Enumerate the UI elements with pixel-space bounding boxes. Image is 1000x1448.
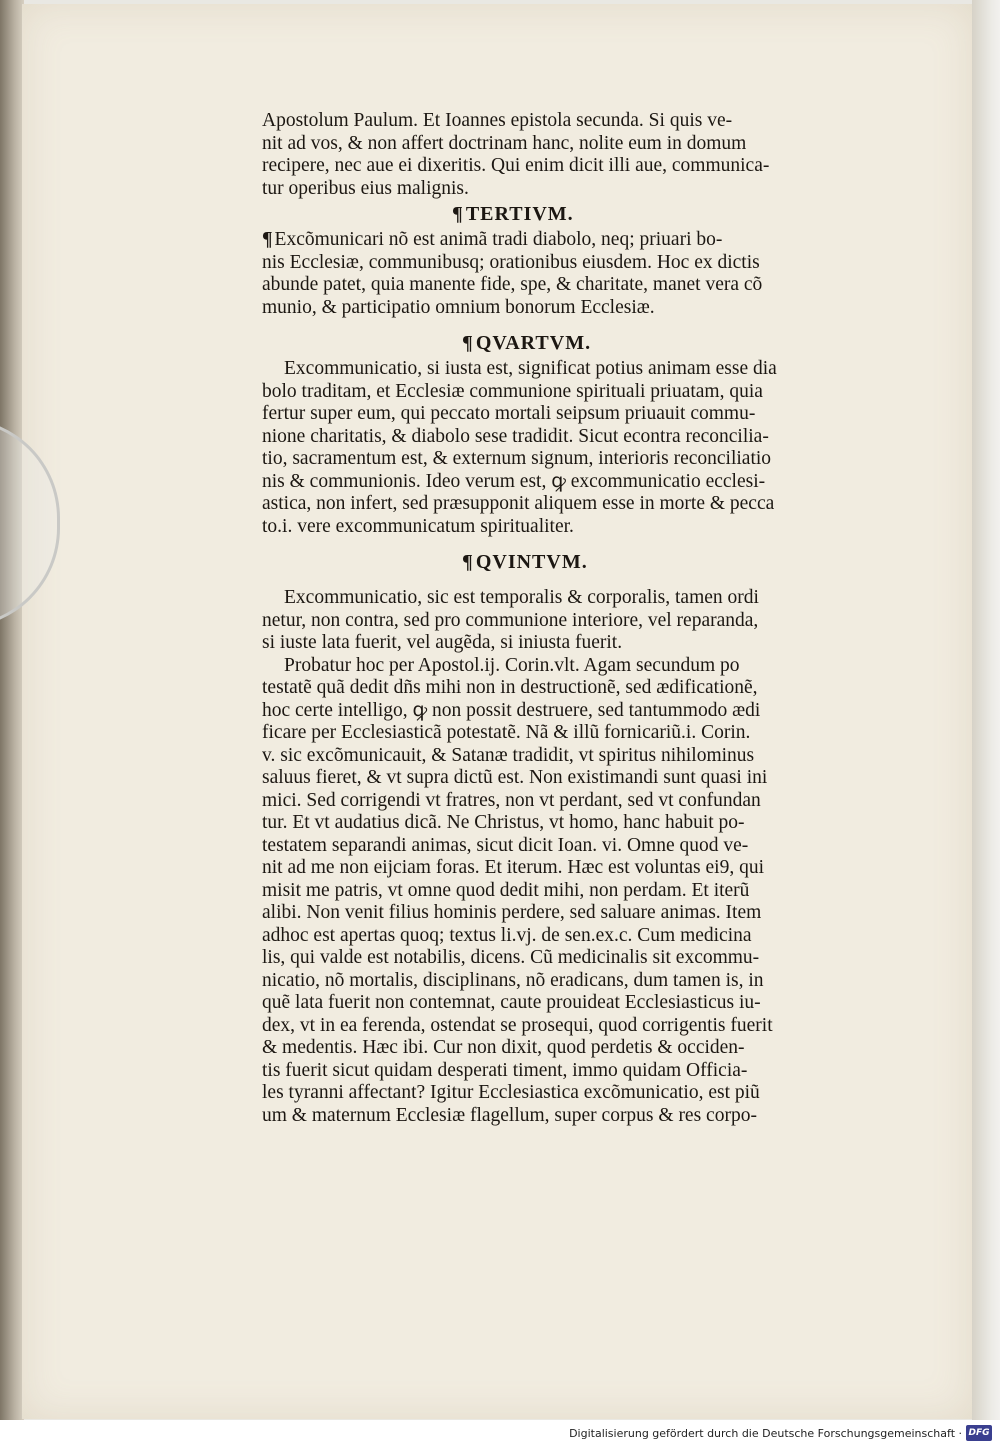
- text-line: abunde patet, quia manente fide, spe, & charitate, manet vera cõ: [262, 274, 763, 295]
- text-line: nis & communionis. Ideo verum est, ꝙ excommunicatio ecclesi-: [262, 470, 766, 492]
- text-line: les tyranni affectant? Igitur Ecclesiastica excõmunicatio, est piũ: [262, 1082, 760, 1103]
- paragraph-4: [262, 587, 858, 1127]
- text-line: adhoc est apertas quoq; textus li.vj. de sen.ex.c. Cum medicina: [262, 924, 752, 946]
- text-line: hoc certe intelligo, ꝙ non possit destruere, sed tantummodo ædi: [262, 699, 761, 721]
- text-line: misit me patris, vt omne quod dedit mihi, non perdam. Et iterũ: [262, 879, 750, 901]
- text-line: tur. Et vt audatius dicã. Ne Christus, vt homo, hanc habuit po-: [262, 812, 745, 833]
- page-text: [262, 110, 858, 1127]
- text-line: ¶ Excõmunicari nõ est animã tradi diabolo, neq; priuari bo-: [262, 229, 723, 250]
- pilcrow-icon: ¶: [452, 203, 464, 225]
- text-line: tis fuerit sicut quidam desperati timent, immo quidam Officia-: [262, 1059, 748, 1081]
- text-line: saluus fieret, & vt supra dictũ est. Non existimandi sunt quasi ini: [262, 767, 768, 788]
- pilcrow-icon: ¶: [462, 332, 474, 354]
- text-line: alibi. Non venit filius hominis perdere, sed saluare animas. Item: [262, 902, 762, 923]
- text-line: recipere, nec aue ei dixeritis. Qui enim dicit illi aue, communica-: [262, 155, 770, 176]
- dfg-logo-icon: DFG: [966, 1425, 992, 1441]
- text-line: quẽ lata fuerit non contemnat, caute prouideat Ecclesiasticus iu-: [262, 992, 761, 1013]
- text-line: si iuste lata fuerit, vel augẽda, si iniusta fuerit.: [262, 632, 623, 653]
- text-line: & medentis. Hæc ibi. Cur non dixit, quod perdetis & occiden-: [262, 1037, 745, 1058]
- text-line: munio, & participatio omnium bonorum Ecclesiæ.: [262, 296, 655, 318]
- paragraph-1: [262, 110, 858, 200]
- text-line: netur, non contra, sed pro communione interiore, vel reparanda,: [262, 609, 759, 631]
- text-line: v. sic excõmunicauit, & Satanæ tradidit, vt spiritus nihilominus: [262, 744, 755, 766]
- text-line: testatẽ quã dedit dñs mihi non in destructionẽ, sed ædificationẽ,: [262, 677, 758, 698]
- text-line: Excommunicatio, sic est temporalis & corporalis, tamen ordi: [284, 587, 759, 608]
- text-line: astica, non infert, sed præsupponit aliquem esse in morte & pecca: [262, 493, 775, 514]
- funding-credit: Digitalisierung gefördert durch die Deutsche Forschungsgemeinschaft ·: [569, 1427, 962, 1440]
- text-line: nione charitatis, & diabolo sese tradidit. Sicut econtra reconcilia-: [262, 425, 769, 447]
- text-line: nit ad me non eijciam foras. Et iterum. Hæc est voluntas ei9, qui: [262, 857, 765, 878]
- text-line: dex, vt in ea ferenda, ostendat se prosequi, quod corrigentis fuerit: [262, 1014, 773, 1036]
- heading-tertium: ¶ TERTIVM.: [452, 203, 574, 225]
- paragraph-3: [262, 358, 858, 538]
- text-line: mici. Sed corrigendi vt fratres, non vt perdant, sed vt confundan: [262, 789, 761, 811]
- heading-quintum: ¶ QVINTVM.: [462, 551, 588, 573]
- text-line: to.i. vere excommunicatum spiritualiter.: [262, 515, 574, 537]
- text-line: lis, qui valde est notabilis, dicens. Cũ medicinalis sit excommu-: [262, 947, 760, 968]
- text-line: um & maternum Ecclesiæ flagellum, super corpus & res corpo-: [262, 1104, 757, 1126]
- heading-quartum: ¶ QVARTVM.: [462, 332, 592, 354]
- pilcrow-icon: ¶: [262, 229, 273, 250]
- text-line: Excommunicatio, si iusta est, significat potius animam esse dia: [284, 358, 777, 379]
- text-line: tur operibus eius malignis.: [262, 177, 469, 199]
- text-line: nit ad vos, & non affert doctrinam hanc, nolite eum in domum: [262, 132, 747, 154]
- text-line: bolo traditam, et Ecclesiæ communione spirituali priuatam, quia: [262, 380, 763, 402]
- viewer-footer: [0, 1420, 1000, 1448]
- page-stack-edge: [972, 0, 1000, 1420]
- book-binding-edge: [0, 0, 24, 1448]
- text-line: Apostolum Paulum. Et Ioannes epistola secunda. Si quis ve-: [262, 110, 733, 131]
- text-line: fertur super eum, qui peccato mortali seipsum priuauit commu-: [262, 403, 756, 424]
- pilcrow-icon: ¶: [462, 551, 474, 573]
- text-line: tio, sacramentum est, & externum signum, interioris reconciliatio: [262, 448, 772, 469]
- text-line: testatem separandi animas, sicut dicit Ioan. vi. Omne quod ve-: [262, 834, 749, 856]
- text-line: ficare per Ecclesiasticã potestatẽ. Nã & illũ fornicariũ.i. Corin.: [262, 722, 751, 743]
- paragraph-2: [262, 229, 858, 319]
- text-line: Probatur hoc per Apostol.ij. Corin.vlt. Agam secundum po: [284, 654, 740, 676]
- text-line: nicatio, nõ mortalis, disciplinans, nõ eradicans, dum tamen is, in: [262, 969, 764, 991]
- text-line: nis Ecclesiæ, communibusq; orationibus eiusdem. Hoc ex dictis: [262, 251, 760, 273]
